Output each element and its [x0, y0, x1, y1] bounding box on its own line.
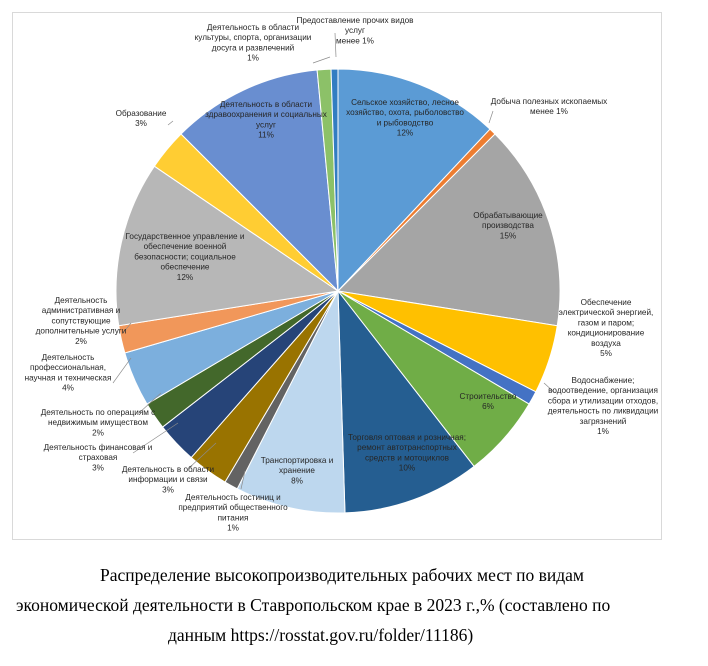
slice-label-line: Торговля оптовая и розничная;	[348, 433, 466, 442]
slice-label-line: 12%	[396, 128, 414, 138]
chart-frame	[12, 12, 662, 540]
slice-label-line: 4%	[62, 383, 74, 393]
slice-label-line: 10%	[398, 463, 416, 473]
slice-label	[491, 97, 607, 116]
slice-label-line: электрической энергией,	[558, 308, 654, 318]
slice-label-line: Деятельность в области	[219, 100, 313, 109]
slice-label-line: Добыча полезных ископаемых	[490, 97, 608, 106]
slice-label-line: 3%	[162, 485, 174, 495]
slice-label-line: Сельское хозяйство, лесное	[351, 98, 459, 107]
slice-label-line: 11%	[258, 130, 274, 140]
slice-label	[122, 465, 214, 494]
slice-label-line: Транспортировка и	[260, 456, 334, 465]
leader-line	[313, 57, 330, 63]
slice-label-line: 1%	[597, 427, 609, 436]
leader-line	[489, 111, 493, 123]
slice-label-line: недвижимым имуществом	[48, 418, 148, 428]
slice-label-line: 6%	[482, 402, 494, 412]
slice-label-line: Обрабатывающие	[473, 211, 543, 220]
pie-slices	[116, 69, 560, 513]
slice-label-line: средств и мотоциклов	[364, 453, 450, 463]
slice-label-line: научная и техническая	[24, 373, 112, 383]
slice-label-line: страховая	[78, 453, 118, 463]
slice-label-line: Деятельность в области	[206, 23, 300, 32]
slice-label-line: хранение	[279, 466, 315, 476]
slice-label-line: сбора и утилизации отходов,	[547, 396, 659, 406]
slice-label-line: Деятельность по операциям с	[40, 408, 156, 417]
slice-label	[116, 109, 167, 128]
slice-label-line: 1%	[247, 53, 259, 63]
slice-label-line: водоотведение, организация	[548, 386, 658, 396]
slice-label-line: 2%	[75, 336, 87, 346]
slice-label-line: 2%	[92, 428, 104, 438]
slice-label-line: ремонт автотранспортных	[357, 443, 457, 453]
slice-label-line: 3%	[135, 119, 147, 129]
slice-label-line: обеспечение	[160, 262, 210, 272]
caption-line-2: экономической деятельности в Ставропольском крае в 2023 г.,% (составлено по	[16, 595, 611, 615]
slice-label-line: сопутствующие	[51, 316, 111, 326]
pie-chart	[13, 13, 663, 541]
slice-label-line: менее 1%	[530, 107, 568, 117]
slice-label-line: информации и связи	[128, 475, 208, 485]
slice-label-line: 8%	[291, 476, 303, 486]
slice-label-line: деятельность по ликвидации	[547, 406, 659, 416]
slice-label-line: 5%	[600, 349, 612, 358]
slice-label-line: Деятельность	[41, 353, 95, 362]
slice-label-line: производства	[482, 221, 534, 231]
slice-label-line: Деятельность в области	[121, 465, 215, 474]
slice-label	[296, 16, 413, 45]
slice-label-line: кондиционирование	[567, 328, 645, 338]
leader-line	[168, 121, 173, 125]
slice-label-line: предприятий общественного	[178, 503, 288, 513]
caption-line-1: Распределение высокопроизводительных рабочих мест по видам	[100, 565, 584, 585]
slice-label	[195, 23, 312, 63]
slice-label-line: и рыбоводство	[376, 118, 434, 128]
slice-label-line: Государственное управление и	[125, 232, 245, 241]
slice-label-line: 1%	[227, 523, 239, 533]
slice-label-line: 15%	[499, 231, 517, 241]
slice-label-line: Образование	[115, 109, 167, 118]
slice-label-line: Деятельность гостиниц и	[185, 493, 281, 502]
slice-label	[36, 296, 127, 346]
slice-label-line: Деятельность	[54, 296, 108, 305]
slice-label-line: обеспечение военной	[143, 242, 227, 252]
slice-label-line: культуры, спорта, организации	[194, 33, 312, 43]
slice-label-line: 3%	[92, 463, 104, 473]
slice-label-line: менее 1%	[336, 36, 374, 46]
slice-label-line: Водоснабжение;	[571, 376, 635, 385]
slice-label-line: профессиональная,	[29, 363, 107, 373]
slice-label-line: услуг	[345, 26, 365, 36]
caption-line-3: данным https://rosstat.gov.ru/folder/11186)	[168, 625, 474, 645]
slice-label-line: здравоохранения и социальных	[205, 110, 327, 120]
leader-line	[113, 358, 131, 383]
slice-label	[41, 408, 156, 437]
slice-label-line: воздуха	[591, 338, 621, 348]
slice-label	[559, 298, 654, 358]
slice-label-line: дополнительные услуги	[35, 326, 127, 336]
slice-label-line: досуга и развлечений	[211, 43, 295, 53]
slice-label-line: газом и паром;	[577, 318, 635, 328]
slice-label-line: Предоставление прочих видов	[296, 16, 414, 25]
slice-label-line: загрязнений	[579, 416, 627, 426]
slice-label-line: хозяйство, охота, рыболовство	[346, 108, 464, 118]
slice-label-line: услуг	[256, 120, 276, 130]
slice-label	[178, 493, 288, 533]
slice-label-line: Деятельность финансовая и	[43, 443, 153, 452]
slice-label-line: безопасности; социальное	[134, 252, 236, 262]
slice-label	[25, 353, 112, 393]
slice-label-line: питания	[217, 513, 249, 523]
slice-label-line: Обеспечение	[580, 298, 632, 307]
slice-label-line: 12%	[176, 272, 194, 282]
slice-label-line: административная и	[41, 306, 121, 316]
slice-label	[548, 376, 659, 436]
slice-label-line: Строительство	[459, 392, 517, 401]
